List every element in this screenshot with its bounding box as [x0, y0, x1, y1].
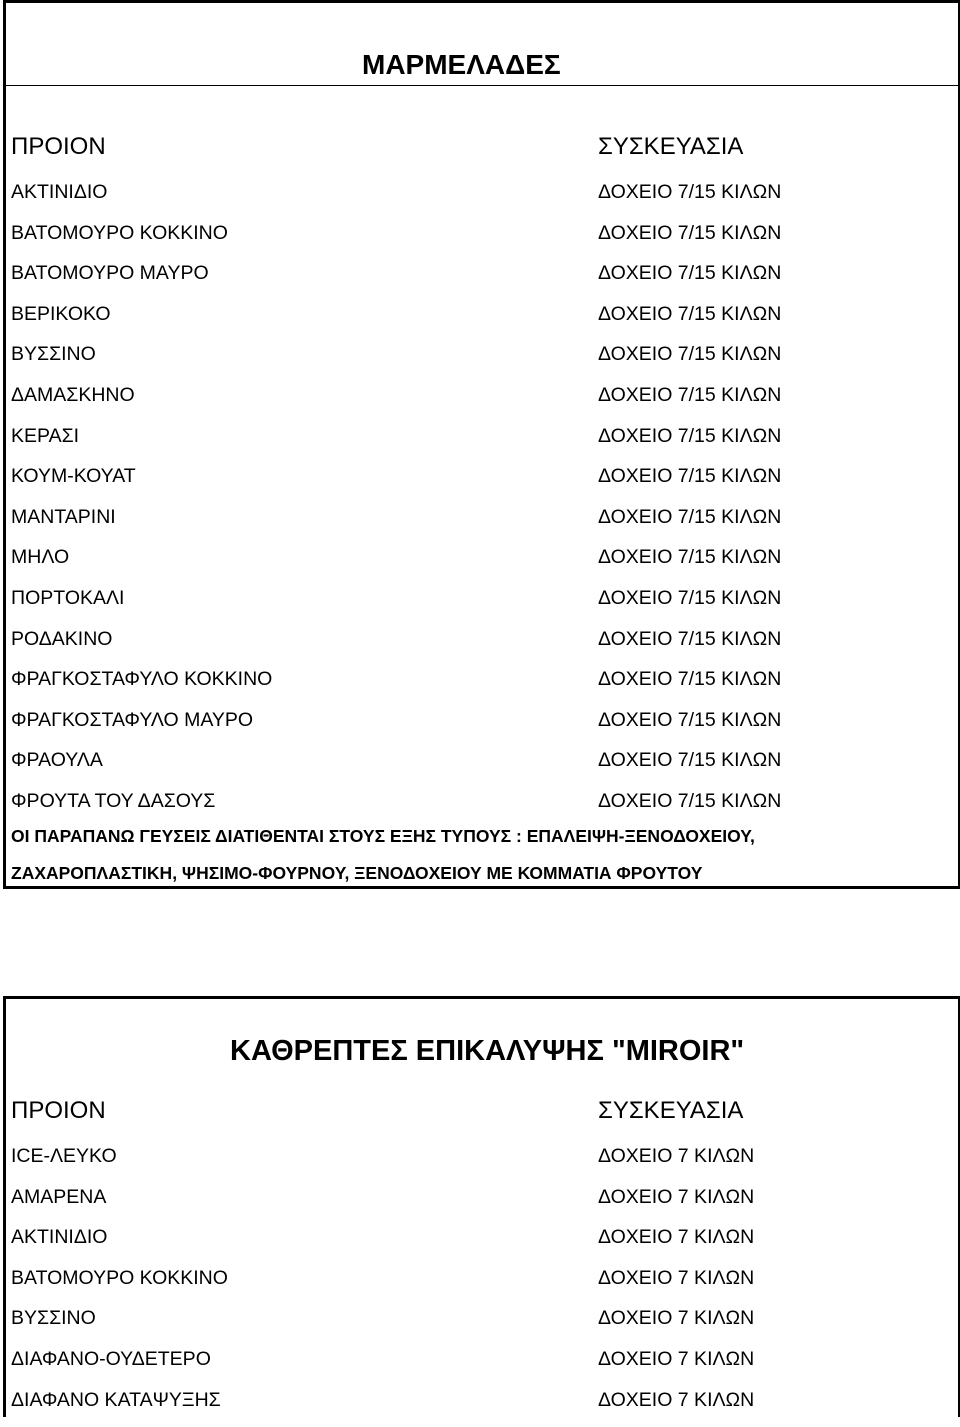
jams-table — [3, 0, 960, 889]
product-cell: ΒΑΤΟΜΟΥΡΟ ΜΑΥΡΟ — [11, 262, 209, 285]
jams-title-cell — [6, 3, 958, 86]
product-cell: ΔΑΜΑΣΚΗΝΟ — [11, 383, 135, 406]
table-row — [6, 666, 958, 707]
product-cell: ΒΥΣΣΙΝΟ — [11, 1307, 96, 1330]
packaging-cell: ΔΟΧΕΙΟ 7/15 ΚΙΛΩΝ — [598, 181, 782, 203]
miroir-table — [3, 996, 960, 1417]
product-cell: ΜΑΝΤΑΡΙΝΙ — [11, 505, 116, 528]
table-row — [6, 382, 958, 423]
packaging-cell: ΔΟΧΕΙΟ 7/15 ΚΙΛΩΝ — [598, 668, 782, 691]
table-row — [6, 341, 958, 382]
product-cell: ΒΑΤΟΜΟΥΡΟ ΚΟΚΚΙΝΟ — [11, 1266, 228, 1289]
packaging-cell: ΔΟΧΕΙΟ 7/15 ΚΙΛΩΝ — [598, 586, 782, 609]
table-row — [6, 788, 958, 829]
product-cell: ΒΕΡΙΚΟΚΟ — [11, 302, 111, 325]
packaging-cell: ΔΟΧΕΙΟ 7 ΚΙΛΩΝ — [598, 1145, 755, 1167]
packaging-cell: ΔΟΧΕΙΟ 7/15 ΚΙΛΩΝ — [598, 343, 782, 366]
jams-note-line2: ΖΑΧΑΡΟΠΛΑΣΤΙΚΗ, ΨΗΣΙΜΟ-ΦΟΥΡΝΟΥ, ΞΕΝΟΔΟΧΕΙΟΥ ΜΕ ΚΟΜΜΑΤΙΑ ΦΡΟΥΤΟΥ — [11, 863, 703, 883]
miroir-header-packaging: ΣΥΣΚΕΥΑΣΙΑ — [598, 1097, 744, 1124]
product-cell: ΚΕΡΑΣΙ — [11, 424, 80, 447]
packaging-cell: ΔΟΧΕΙΟ 7 ΚΙΛΩΝ — [598, 1347, 755, 1370]
table-row — [6, 301, 958, 342]
product-cell: ΔΙΑΦΑΝΟ ΚΑΤΑΨΥΞΗΣ — [11, 1388, 221, 1411]
packaging-cell: ΔΟΧΕΙΟ 7 ΚΙΛΩΝ — [598, 1388, 755, 1411]
table-row — [6, 1224, 958, 1265]
packaging-cell: ΔΟΧΕΙΟ 7 ΚΙΛΩΝ — [598, 1185, 755, 1208]
jams-title: ΜΑΡΜΕΛΑΔΕΣ — [362, 49, 561, 80]
table-row — [6, 1265, 958, 1306]
packaging-cell: ΔΟΧΕΙΟ 7 ΚΙΛΩΝ — [598, 1266, 755, 1289]
table-row — [6, 626, 958, 667]
table-row — [6, 423, 958, 464]
jams-header-product: ΠΡΟΙΟΝ — [11, 133, 106, 160]
miroir-rows — [6, 1143, 958, 1427]
table-row — [6, 1143, 958, 1184]
table-row — [6, 1387, 958, 1427]
packaging-cell: ΔΟΧΕΙΟ 7/15 ΚΙΛΩΝ — [598, 789, 782, 812]
product-cell: ΦΡΑΟΥΛΑ — [11, 749, 103, 772]
product-cell: ΡΟΔΑΚΙΝΟ — [11, 627, 113, 650]
packaging-cell: ΔΟΧΕΙΟ 7/15 ΚΙΛΩΝ — [598, 627, 782, 650]
product-cell: ΑΚΤΙΝΙΔΙΟ — [11, 181, 108, 203]
packaging-cell: ΔΟΧΕΙΟ 7/15 ΚΙΛΩΝ — [598, 302, 782, 325]
product-cell: ΚΟΥΜ-ΚΟΥΑΤ — [11, 465, 136, 488]
jams-rows — [6, 179, 958, 829]
jams-note-line1: ΟΙ ΠΑΡΑΠΑΝΩ ΓΕΥΣΕΙΣ ΔΙΑΤΙΘΕΝΤΑΙ ΣΤΟΥΣ ΕΞΗΣ ΤΥΠΟΥΣ : ΕΠΑΛΕΙΨΗ-ΞΕΝΟΔΟΧΕΙΟΥ, — [11, 826, 755, 846]
miroir-title: ΚΑΘΡΕΠΤΕΣ ΕΠΙΚΑΛΥΨΗΣ "MIROIR" — [230, 1035, 745, 1067]
jams-header-row — [6, 129, 958, 169]
product-cell: ΦΡΑΓΚΟΣΤΑΦΥΛΟ ΚΟΚΚΙΝΟ — [11, 668, 273, 691]
product-cell: ΑΜΑΡΕΝΑ — [11, 1185, 107, 1208]
packaging-cell: ΔΟΧΕΙΟ 7/15 ΚΙΛΩΝ — [598, 708, 782, 731]
table-row — [6, 260, 958, 301]
packaging-cell: ΔΟΧΕΙΟ 7/15 ΚΙΛΩΝ — [598, 465, 782, 488]
packaging-cell: ΔΟΧΕΙΟ 7/15 ΚΙΛΩΝ — [598, 505, 782, 528]
product-cell: ΑΚΤΙΝΙΔΙΟ — [11, 1226, 108, 1249]
miroir-header-row — [6, 1093, 958, 1133]
packaging-cell: ΔΟΧΕΙΟ 7/15 ΚΙΛΩΝ — [598, 749, 782, 772]
product-cell: ΔΙΑΦΑΝΟ-ΟΥΔΕΤΕΡΟ — [11, 1347, 211, 1370]
product-cell: ICE-ΛΕΥΚΟ — [11, 1145, 117, 1167]
product-cell: ΒΥΣΣΙΝΟ — [11, 343, 96, 366]
product-cell: ΜΗΛΟ — [11, 546, 70, 569]
packaging-cell: ΔΟΧΕΙΟ 7 ΚΙΛΩΝ — [598, 1226, 755, 1249]
product-cell: ΠΟΡΤΟΚΑΛΙ — [11, 586, 125, 609]
table-row — [6, 707, 958, 748]
miroir-header-product: ΠΡΟΙΟΝ — [11, 1097, 106, 1124]
table-row — [6, 1184, 958, 1225]
packaging-cell: ΔΟΧΕΙΟ 7/15 ΚΙΛΩΝ — [598, 424, 782, 447]
jams-header-packaging: ΣΥΣΚΕΥΑΣΙΑ — [598, 133, 744, 160]
packaging-cell: ΔΟΧΕΙΟ 7/15 ΚΙΛΩΝ — [598, 221, 782, 244]
table-row — [6, 1346, 958, 1387]
table-row — [6, 544, 958, 585]
table-row — [6, 585, 958, 626]
packaging-cell: ΔΟΧΕΙΟ 7/15 ΚΙΛΩΝ — [598, 262, 782, 285]
table-row — [6, 463, 958, 504]
product-cell: ΒΑΤΟΜΟΥΡΟ ΚΟΚΚΙΝΟ — [11, 221, 228, 244]
table-row — [6, 179, 958, 220]
table-row — [6, 747, 958, 788]
packaging-cell: ΔΟΧΕΙΟ 7 ΚΙΛΩΝ — [598, 1307, 755, 1330]
table-row — [6, 220, 958, 261]
product-cell: ΦΡΟΥΤΑ ΤΟΥ ΔΑΣΟΥΣ — [11, 789, 216, 812]
table-row — [6, 1305, 958, 1346]
table-row — [6, 504, 958, 545]
packaging-cell: ΔΟΧΕΙΟ 7/15 ΚΙΛΩΝ — [598, 383, 782, 406]
product-cell: ΦΡΑΓΚΟΣΤΑΦΥΛΟ ΜΑΥΡΟ — [11, 708, 254, 731]
packaging-cell: ΔΟΧΕΙΟ 7/15 ΚΙΛΩΝ — [598, 546, 782, 569]
